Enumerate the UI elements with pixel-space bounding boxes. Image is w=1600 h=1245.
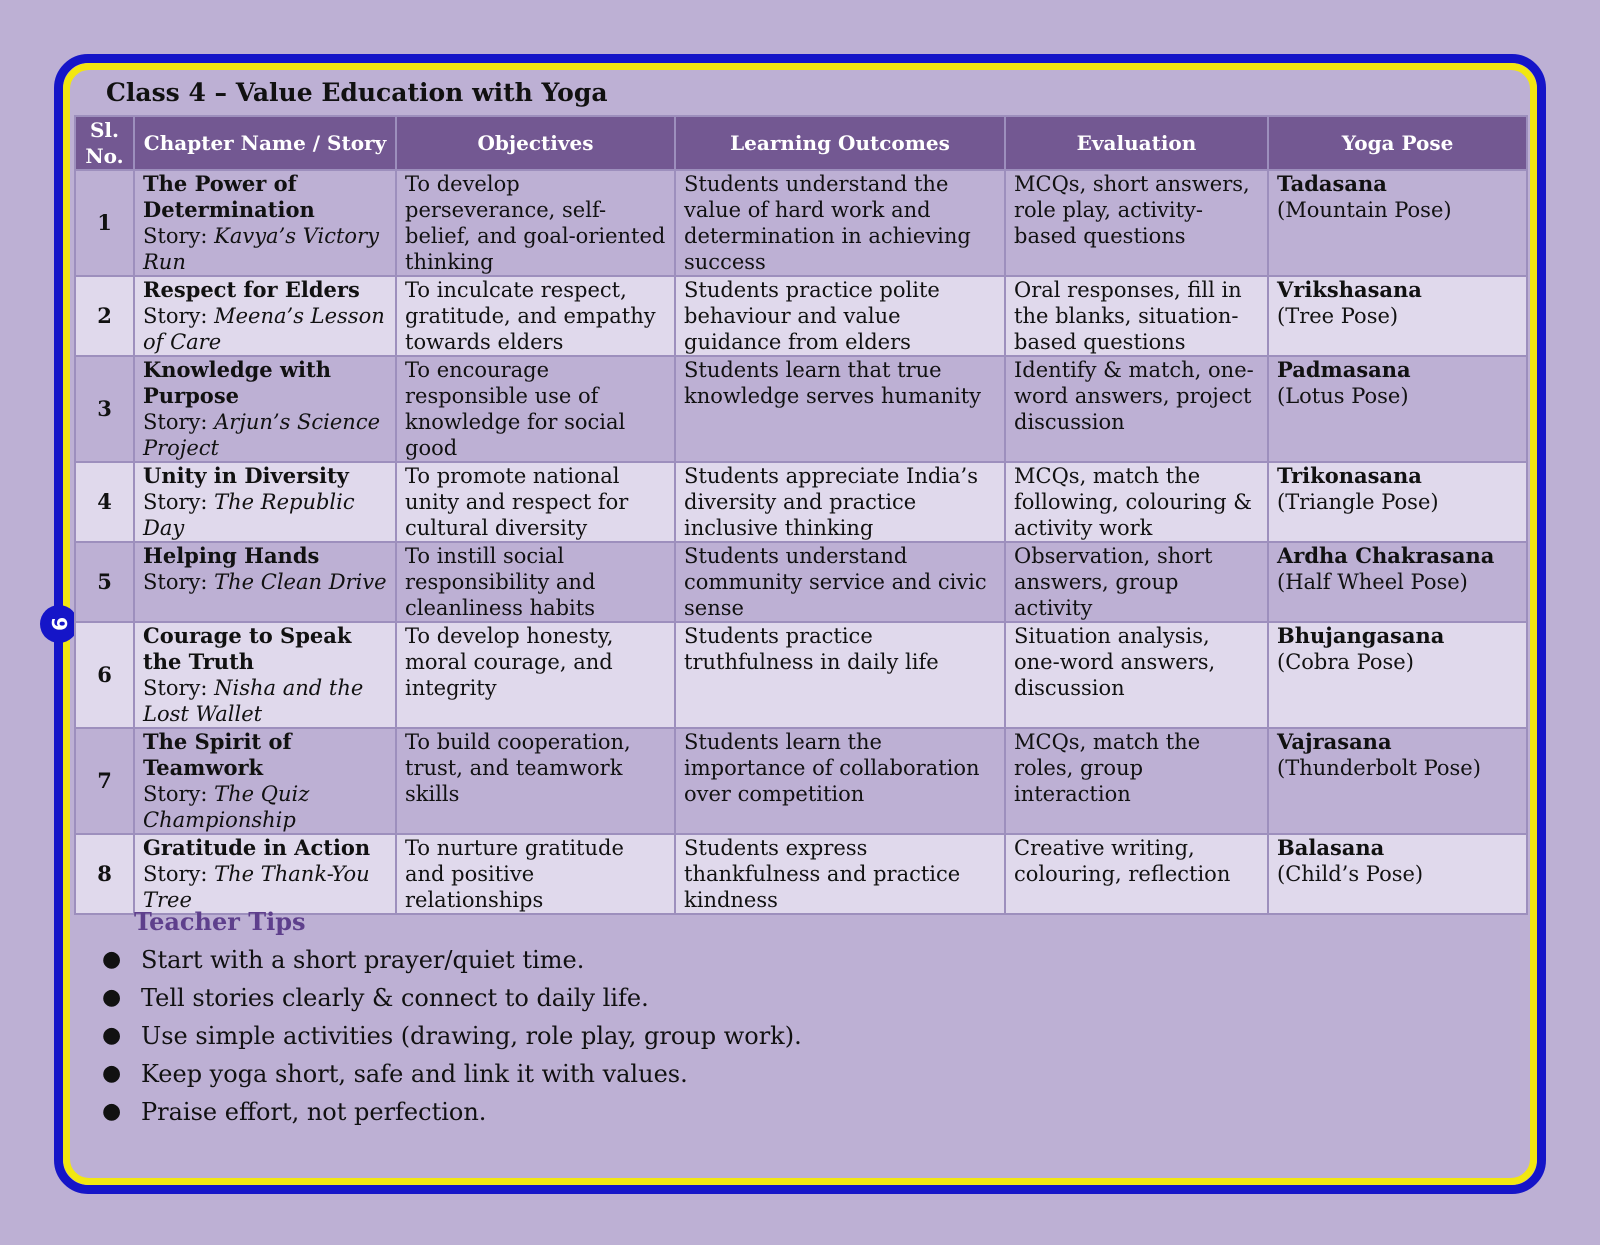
cell-evaluation: Oral responses, fill in the blanks, situation-based questions [1005, 276, 1268, 356]
pose-name: Tadasana [1277, 171, 1387, 196]
tip-text: Praise effort, not perfection. [141, 1098, 487, 1126]
cell-objective: To develop perseverance, self-belief, and goal-oriented thinking [396, 170, 675, 276]
cell-outcome: Students practice polite behaviour and value guidance from elders [675, 276, 1005, 356]
cell-evaluation: Observation, short answers, group activity [1005, 542, 1268, 622]
cell-evaluation: MCQs, short answers, role play, activity-based questions [1005, 170, 1268, 276]
cell-objective: To instill social responsibility and cleanliness habits [396, 542, 675, 622]
cell-evaluation: MCQs, match the following, colouring & activity work [1005, 462, 1268, 542]
pose-english: (Child’s Pose) [1277, 862, 1424, 886]
table-header-row [75, 116, 1527, 170]
header-yoga-pose: Yoga Pose [1268, 116, 1527, 170]
pose-name: Trikonasana [1277, 463, 1422, 488]
story-label: Story: [143, 570, 215, 594]
pose-english: (Mountain Pose) [1277, 198, 1452, 222]
table-row [75, 356, 1527, 462]
chapter-name: The Power of Determination [143, 171, 315, 222]
list-item [100, 1017, 802, 1055]
story-label: Story: [143, 224, 215, 248]
pose-english: (Lotus Pose) [1277, 384, 1409, 408]
cell-yoga-pose [1268, 728, 1527, 834]
pose-english: (Thunderbolt Pose) [1277, 756, 1481, 780]
list-item [100, 1055, 802, 1093]
lesson-plan-table [74, 115, 1528, 915]
pose-name: Bhujangasana [1277, 623, 1445, 648]
bullet-icon: ● [102, 1099, 122, 1124]
pose-name: Ardha Chakrasana [1277, 543, 1495, 568]
tip-text: Start with a short prayer/quiet time. [141, 946, 585, 974]
header-sl-no: Sl. No. [75, 116, 134, 170]
cell-objective: To build cooperation, trust, and teamwork skills [396, 728, 675, 834]
cell-sl-no: 6 [75, 622, 134, 728]
cell-evaluation: Identify & match, one-word answers, project discussion [1005, 356, 1268, 462]
cell-evaluation: Situation analysis, one-word answers, discussion [1005, 622, 1268, 728]
cell-yoga-pose [1268, 170, 1527, 276]
cell-evaluation: MCQs, match the roles, group interaction [1005, 728, 1268, 834]
pose-english: (Tree Pose) [1277, 304, 1399, 328]
page-number-badge: 9 [40, 605, 78, 643]
story-title: The Thank-You Tree [143, 862, 370, 912]
pose-english: (Half Wheel Pose) [1277, 570, 1468, 594]
cell-sl-no: 2 [75, 276, 134, 356]
list-item [100, 979, 802, 1017]
cell-chapter [134, 542, 396, 622]
chapter-name: Knowledge with Purpose [143, 357, 332, 408]
cell-outcome: Students express thankfulness and practice kindness [675, 834, 1005, 914]
header-evaluation: Evaluation [1005, 116, 1268, 170]
table-row [75, 834, 1527, 914]
cell-objective: To develop honesty, moral courage, and integrity [396, 622, 675, 728]
chapter-name: Respect for Elders [143, 277, 360, 302]
cell-outcome: Students understand community service and civic sense [675, 542, 1005, 622]
cell-sl-no: 5 [75, 542, 134, 622]
story-title: Arjun’s Science Project [143, 410, 381, 460]
table-row [75, 276, 1527, 356]
story-label: Story: [143, 862, 215, 886]
cell-outcome: Students learn that true knowledge serves humanity [675, 356, 1005, 462]
chapter-name: Gratitude in Action [143, 835, 371, 860]
cell-objective: To inculcate respect, gratitude, and empathy towards elders [396, 276, 675, 356]
cell-chapter [134, 834, 396, 914]
cell-yoga-pose [1268, 276, 1527, 356]
cell-yoga-pose [1268, 356, 1527, 462]
cell-sl-no: 8 [75, 834, 134, 914]
bullet-icon: ● [102, 985, 122, 1010]
cell-yoga-pose [1268, 622, 1527, 728]
bullet-icon: ● [102, 1061, 122, 1086]
story-label: Story: [143, 782, 215, 806]
tip-text: Tell stories clearly & connect to daily life. [141, 984, 649, 1012]
story-label: Story: [143, 410, 215, 434]
cell-sl-no: 1 [75, 170, 134, 276]
cell-chapter [134, 276, 396, 356]
list-item [100, 941, 802, 979]
page-title: Class 4 – Value Education with Yoga [106, 78, 608, 107]
header-objectives: Objectives [396, 116, 675, 170]
pose-name: Balasana [1277, 835, 1385, 860]
cell-outcome: Students appreciate India’s diversity and practice inclusive thinking [675, 462, 1005, 542]
cell-chapter [134, 462, 396, 542]
cell-outcome: Students learn the importance of collaboration over competition [675, 728, 1005, 834]
table-row [75, 622, 1527, 728]
story-label: Story: [143, 490, 215, 514]
chapter-name: Courage to Speak the Truth [143, 623, 352, 674]
story-title: The Republic Day [143, 490, 355, 540]
teacher-tips-list [100, 941, 802, 1131]
pose-name: Vrikshasana [1277, 277, 1422, 302]
cell-chapter [134, 728, 396, 834]
table-row [75, 462, 1527, 542]
cell-yoga-pose [1268, 462, 1527, 542]
tip-text: Use simple activities (drawing, role play, group work). [141, 1022, 802, 1050]
story-title: Nisha and the Lost Wallet [143, 676, 364, 726]
list-item [100, 1093, 802, 1131]
story-label: Story: [143, 676, 215, 700]
chapter-name: The Spirit of Teamwork [143, 729, 292, 780]
table-row [75, 542, 1527, 622]
pose-english: (Triangle Pose) [1277, 490, 1439, 514]
cell-chapter [134, 170, 396, 276]
story-label: Story: [143, 304, 215, 328]
chapter-name: Unity in Diversity [143, 463, 349, 488]
cell-objective: To encourage responsible use of knowledge for social good [396, 356, 675, 462]
story-title: The Quiz Championship [143, 782, 310, 832]
cell-evaluation: Creative writing, colouring, reflection [1005, 834, 1268, 914]
header-chapter: Chapter Name / Story [134, 116, 396, 170]
pose-name: Padmasana [1277, 357, 1411, 382]
pose-english: (Cobra Pose) [1277, 650, 1414, 674]
cell-objective: To nurture gratitude and positive relationships [396, 834, 675, 914]
bullet-icon: ● [102, 947, 122, 972]
cell-sl-no: 7 [75, 728, 134, 834]
cell-yoga-pose [1268, 542, 1527, 622]
cell-outcome: Students practice truthfulness in daily life [675, 622, 1005, 728]
teacher-tips-heading: Teacher Tips [134, 907, 306, 936]
story-title: Kavya’s Victory Run [143, 224, 379, 274]
pose-name: Vajrasana [1277, 729, 1392, 754]
cell-objective: To promote national unity and respect for cultural diversity [396, 462, 675, 542]
cell-sl-no: 4 [75, 462, 134, 542]
cell-outcome: Students understand the value of hard work and determination in achieving success [675, 170, 1005, 276]
chapter-name: Helping Hands [143, 543, 320, 568]
table-row [75, 728, 1527, 834]
cell-sl-no: 3 [75, 356, 134, 462]
cell-chapter [134, 622, 396, 728]
cell-chapter [134, 356, 396, 462]
tip-text: Keep yoga short, safe and link it with values. [141, 1060, 688, 1088]
cell-yoga-pose [1268, 834, 1527, 914]
table-row [75, 170, 1527, 276]
story-title: Meena’s Lesson of Care [143, 304, 385, 354]
bullet-icon: ● [102, 1023, 122, 1048]
story-title: The Clean Drive [214, 570, 387, 594]
header-learning-outcomes: Learning Outcomes [675, 116, 1005, 170]
